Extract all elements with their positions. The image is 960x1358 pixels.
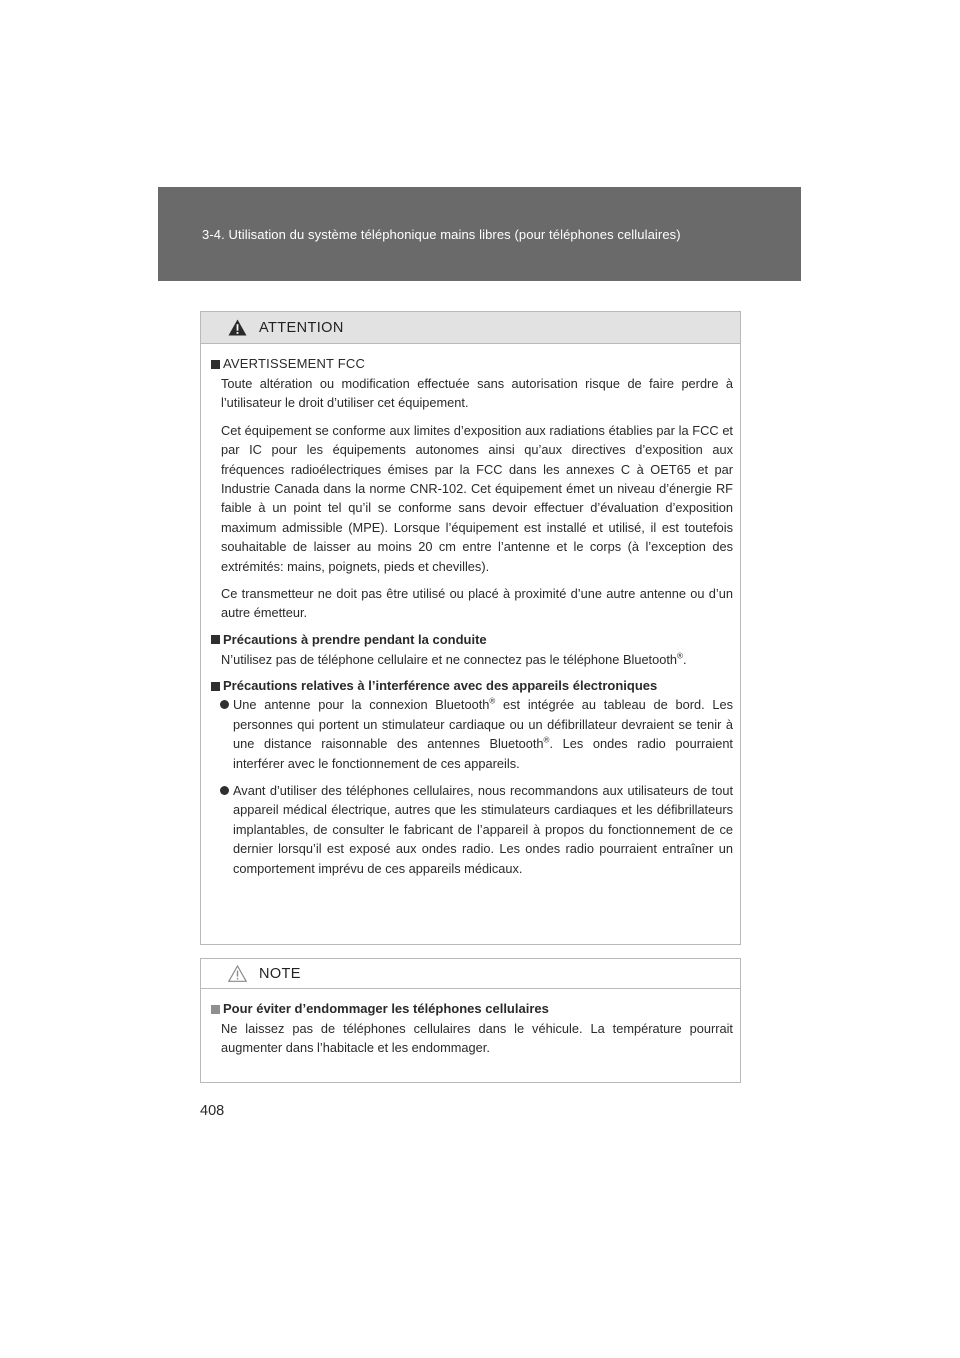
chapter-header xyxy=(158,187,801,281)
warning-label: ATTENTION xyxy=(259,319,344,336)
driving-text: N’utilisez pas de téléphone cellulaire et ne connectez pas le téléphone Bluetooth xyxy=(221,651,678,667)
bullet1-text-b: est intégrée au tableau de bord. Les personnes qui portent un stimulateur cardiaque ou un défibrillateur devraient se tenir à une distance raisonnable des antennes Bluetooth xyxy=(233,697,733,752)
chapter-title: 3-4. Utilisation du système téléphonique mains libres (pour téléphones cellulaires) xyxy=(202,227,681,242)
note-box xyxy=(200,958,741,1083)
registered-mark: ® xyxy=(543,735,550,745)
warning-header xyxy=(201,312,740,344)
caution-icon xyxy=(228,965,247,982)
list-item xyxy=(220,695,733,773)
driving-paragraph xyxy=(221,650,733,669)
warning-box xyxy=(200,311,741,945)
note-paragraph: Ne laissez pas de téléphones cellulaires dans le véhicule. La température pourrait augmenter dans l’habitacle et les endommager. xyxy=(221,1021,733,1056)
registered-mark: ® xyxy=(489,697,496,707)
round-bullet-icon xyxy=(220,700,229,709)
fcc-paragraph-2: Cet équipement se conforme aux limites d’exposition aux radiations établies par la FCC et par IC pour les équipements autonomes ainsi qu’aux directives d’exposition aux fréquences radioélectriques émises par la FCC dans les annexes C à OET65 et par Industrie Canada dans la norme CNR-102. Cet équipement émet un niveau d’énergie RF faible à un point tel qu’il se conforme sans devoir effectuer d’évaluation d’exposition maximum admissible (MPE). Lorsque l’équipement est installé et utilisé, il est toutefois souhaitable de laisser au moins 20 cm entre l’antenne et le corps (à l’exception des extrémités: mains, poignets, pieds et chevilles). xyxy=(221,422,733,574)
note-label: NOTE xyxy=(259,965,301,982)
square-bullet-icon xyxy=(211,360,220,369)
page-number: 408 xyxy=(200,1103,225,1119)
section-interference-title xyxy=(211,677,733,695)
section-fcc-title xyxy=(211,355,733,373)
square-bullet-icon xyxy=(211,635,220,644)
warning-icon xyxy=(228,319,247,336)
section-driving-title xyxy=(211,631,733,649)
fcc-paragraph-3: Ce transmetteur ne doit pas être utilisé ou placé à proximité d’une autre antenne ou d’un autre émetteur. xyxy=(221,586,733,621)
note-title-text: Pour éviter d’endommager les téléphones cellulaires xyxy=(223,1001,549,1016)
list-item xyxy=(220,781,733,878)
fcc-title-text: AVERTISSEMENT FCC xyxy=(223,356,366,371)
round-bullet-icon xyxy=(220,786,229,795)
driving-text-end: . xyxy=(682,651,687,667)
driving-title-text: Précautions à prendre pendant la conduite xyxy=(223,631,487,647)
interference-bullet-2: Avant d’utiliser des téléphones cellulaires, nous recommandons aux utilisateurs de tout appareil médical électrique, autres que les stimulateurs cardiaques et les défibrillateurs implantables, de consulter le fabricant de l’appareil à propos du fonctionnement de ce dernier lorsqu’il est exposé aux ondes radio. Les ondes radio pourraient entraîner un comportement imprévu de ces appareils médicaux. xyxy=(233,782,733,876)
bullet1-text-c: . Les ondes radio pourraient interférer avec le fonctionnement de ces appareils. xyxy=(233,736,733,771)
note-body xyxy=(201,989,740,1058)
square-bullet-icon xyxy=(211,682,220,691)
square-bullet-icon xyxy=(211,1005,220,1014)
registered-mark: ® xyxy=(677,651,683,661)
bullet1-text-a: Une antenne pour la connexion Bluetooth xyxy=(233,697,490,713)
warning-body xyxy=(201,344,740,878)
interference-title-text: Précautions relatives à l’interférence avec des appareils électroniques xyxy=(223,678,658,694)
fcc-paragraph-1: Toute altération ou modification effectuée sans autorisation risque de faire perdre à l’utilisateur le droit d’utiliser cet équipement. xyxy=(221,376,733,411)
section-note-title xyxy=(211,1000,733,1018)
note-header xyxy=(201,959,740,989)
interference-bullet-1 xyxy=(233,695,733,773)
